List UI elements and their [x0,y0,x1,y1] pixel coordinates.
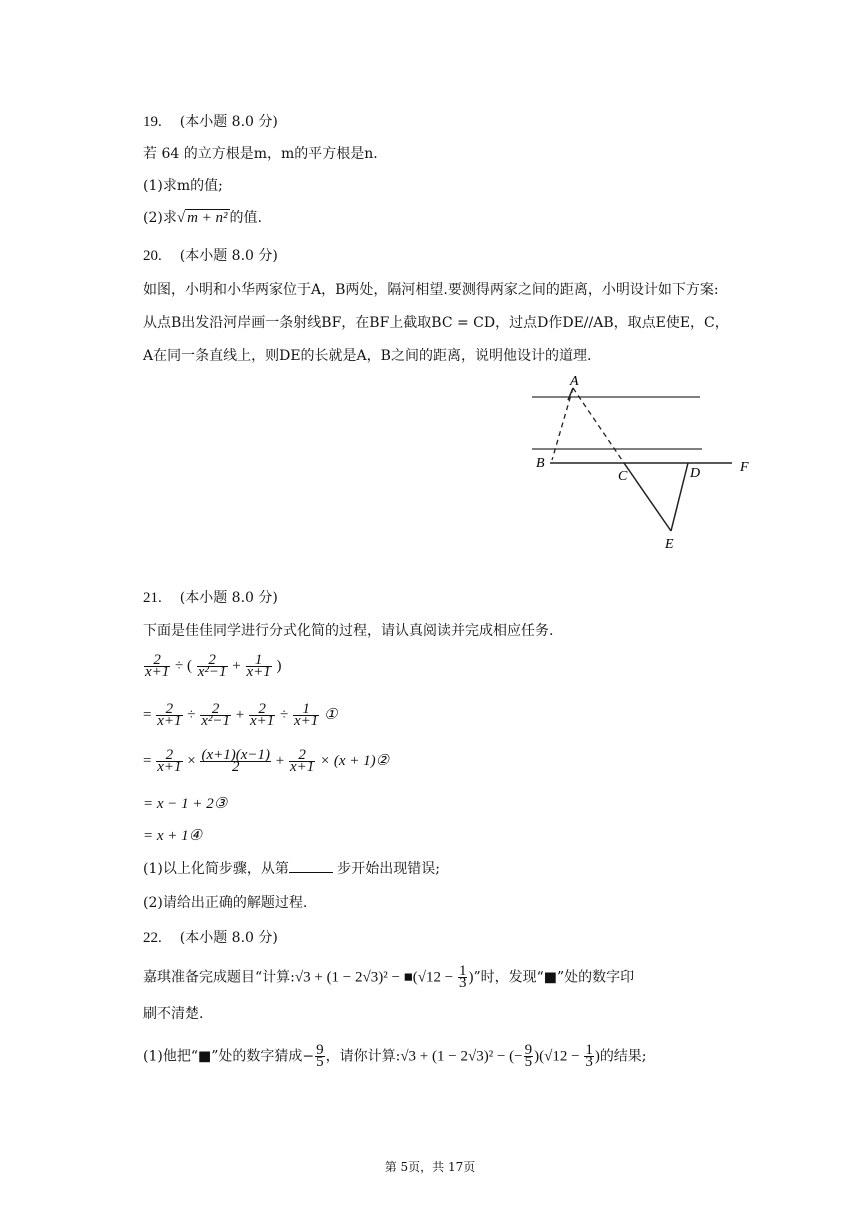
answer-blank[interactable] [289,858,333,873]
fraction: $\frac{1}{3}$ [585,1042,593,1070]
q21-step2 [143,747,390,775]
q21-header [143,588,278,608]
fraction: $\frac{2}{x+1}$ [157,701,182,729]
q21-step1 [143,701,338,729]
operator: ) [276,657,282,674]
q20-score: (本小题 8.0 分) [179,248,278,264]
task1-text-b: 步开始出现错误; [337,861,441,877]
q19-header [143,112,278,132]
fraction: $\frac{1}{x+1}$ [294,701,319,729]
step-text: = x + 1 [143,828,189,844]
fraction: $\frac{1}{x+1}$ [246,652,271,680]
operator: ÷ ( [175,657,193,674]
operator: + [235,706,245,723]
operator: ) [468,969,474,986]
q20-line3: A在同一条直线上，则DE的长就是A，B之间的距离，说明他设计的道理. [143,348,592,364]
q22-expression: √3 + (1 − 2√3)² − ■(√12 − [294,969,457,986]
q19-part2-prefix: (2)求 [143,210,177,226]
q20-line1: 如图，小明和小华两家位于A，B两处，隔河相望.要测得两家之间的距离，小明设计如下方案: [143,282,719,298]
q22-line3-c: 的结果; [599,1048,647,1065]
page-footer: 第 5页，共 17页 [384,1160,476,1174]
operator: ) [594,1048,600,1065]
segment-de [671,463,688,531]
fraction: $\frac{2}{x+1}$ [145,652,170,680]
operator: ÷ [187,706,196,723]
fraction: $\frac{1}{3}$ [458,963,467,991]
q20-line2: 从点B出发沿河岸画一条射线BF，在BF上截取BC = CD，过点D作DE//AB，取点E使E，C， [143,315,729,331]
fraction: $\frac{2}{x+1}$ [249,701,275,729]
fraction: $\frac{2}{\text{x²−1}}$ [201,701,231,729]
q22-header [143,928,278,948]
step-text: = x − 1 + 2 [143,796,214,812]
q19-number: 19. [143,114,162,130]
fraction: $\frac{2}{\text{x²−1}}$ [197,652,227,680]
fraction: $\frac{9}{5}$ [524,1042,533,1070]
q22-score: (本小题 8.0 分) [179,930,278,946]
segment-ac-dashed [573,388,624,463]
operator: + [275,752,285,769]
fraction: $\frac{(x+1)(x-1)}{2}$ [201,747,271,775]
equals: = [143,706,152,723]
q21-task2: (2)请给出正确的解题过程. [143,895,308,911]
q22-line3-a: (1)他把“■”处的数字猜成− [143,1048,315,1065]
label-d: D [690,466,701,481]
label-c: C [618,469,628,484]
equals: = [143,752,152,769]
q22-line1-a: 嘉琪准备完成题目“计算: [143,969,295,986]
q19-text: 若 64 的立方根是m，m的平方根是n. [143,146,378,162]
q22-line1-b: ”时，发现“■”处的数字印 [473,969,635,986]
q19-part2 [143,208,262,228]
q19-part2-suffix: 的值. [229,210,262,226]
q22-expression: √3 + (1 − 2√3)² − (− [400,1048,523,1065]
q20-number: 20. [143,248,162,264]
label-e: E [665,537,674,552]
q21-task1 [143,858,440,879]
river-triangle-figure [520,372,760,552]
q19-part1: (1)求m的值; [143,178,223,194]
operator: + [232,657,241,674]
q22-line3-b: ，请你计算: [325,1048,401,1065]
q21-number: 21. [143,590,162,606]
operator: × [187,752,196,769]
q19-part2-expr: m + n² [187,210,228,226]
q22-expression: )(√12 − [534,1048,584,1065]
q21-step3 [143,794,227,814]
label-b: B [536,456,545,471]
q21-step4 [143,826,202,846]
q22-line1 [143,963,635,991]
fraction: $\frac{2}{x+1}$ [289,747,315,775]
q20-header [143,246,278,266]
q22-line3 [143,1042,647,1070]
expression-tail: × (x + 1) [320,752,376,769]
step-mark: ④ [188,828,203,844]
label-a: A [570,374,579,389]
task1-text-a: (1)以上化简步骤，从第 [143,861,289,877]
fraction: $\frac{9}{5}$ [316,1042,324,1070]
fraction: $\frac{2}{x+1}$ [157,747,182,775]
sqrt-sign: √ [176,210,186,226]
q21-intro: 下面是佳佳同学进行分式化简的过程，请认真阅读并完成相应任务. [143,623,554,639]
operator: ÷ [280,706,289,723]
step-mark: ③ [213,796,228,812]
q19-score: (本小题 8.0 分) [179,114,278,130]
step-mark: ① [324,706,338,723]
q22-number: 22. [143,930,162,946]
q21-expression [143,652,282,680]
label-f: F [740,460,749,475]
q21-score: (本小题 8.0 分) [179,590,278,606]
segment-ce [624,463,671,531]
step-mark: ② [375,752,390,769]
q22-line2: 刷不清楚. [143,1006,204,1022]
